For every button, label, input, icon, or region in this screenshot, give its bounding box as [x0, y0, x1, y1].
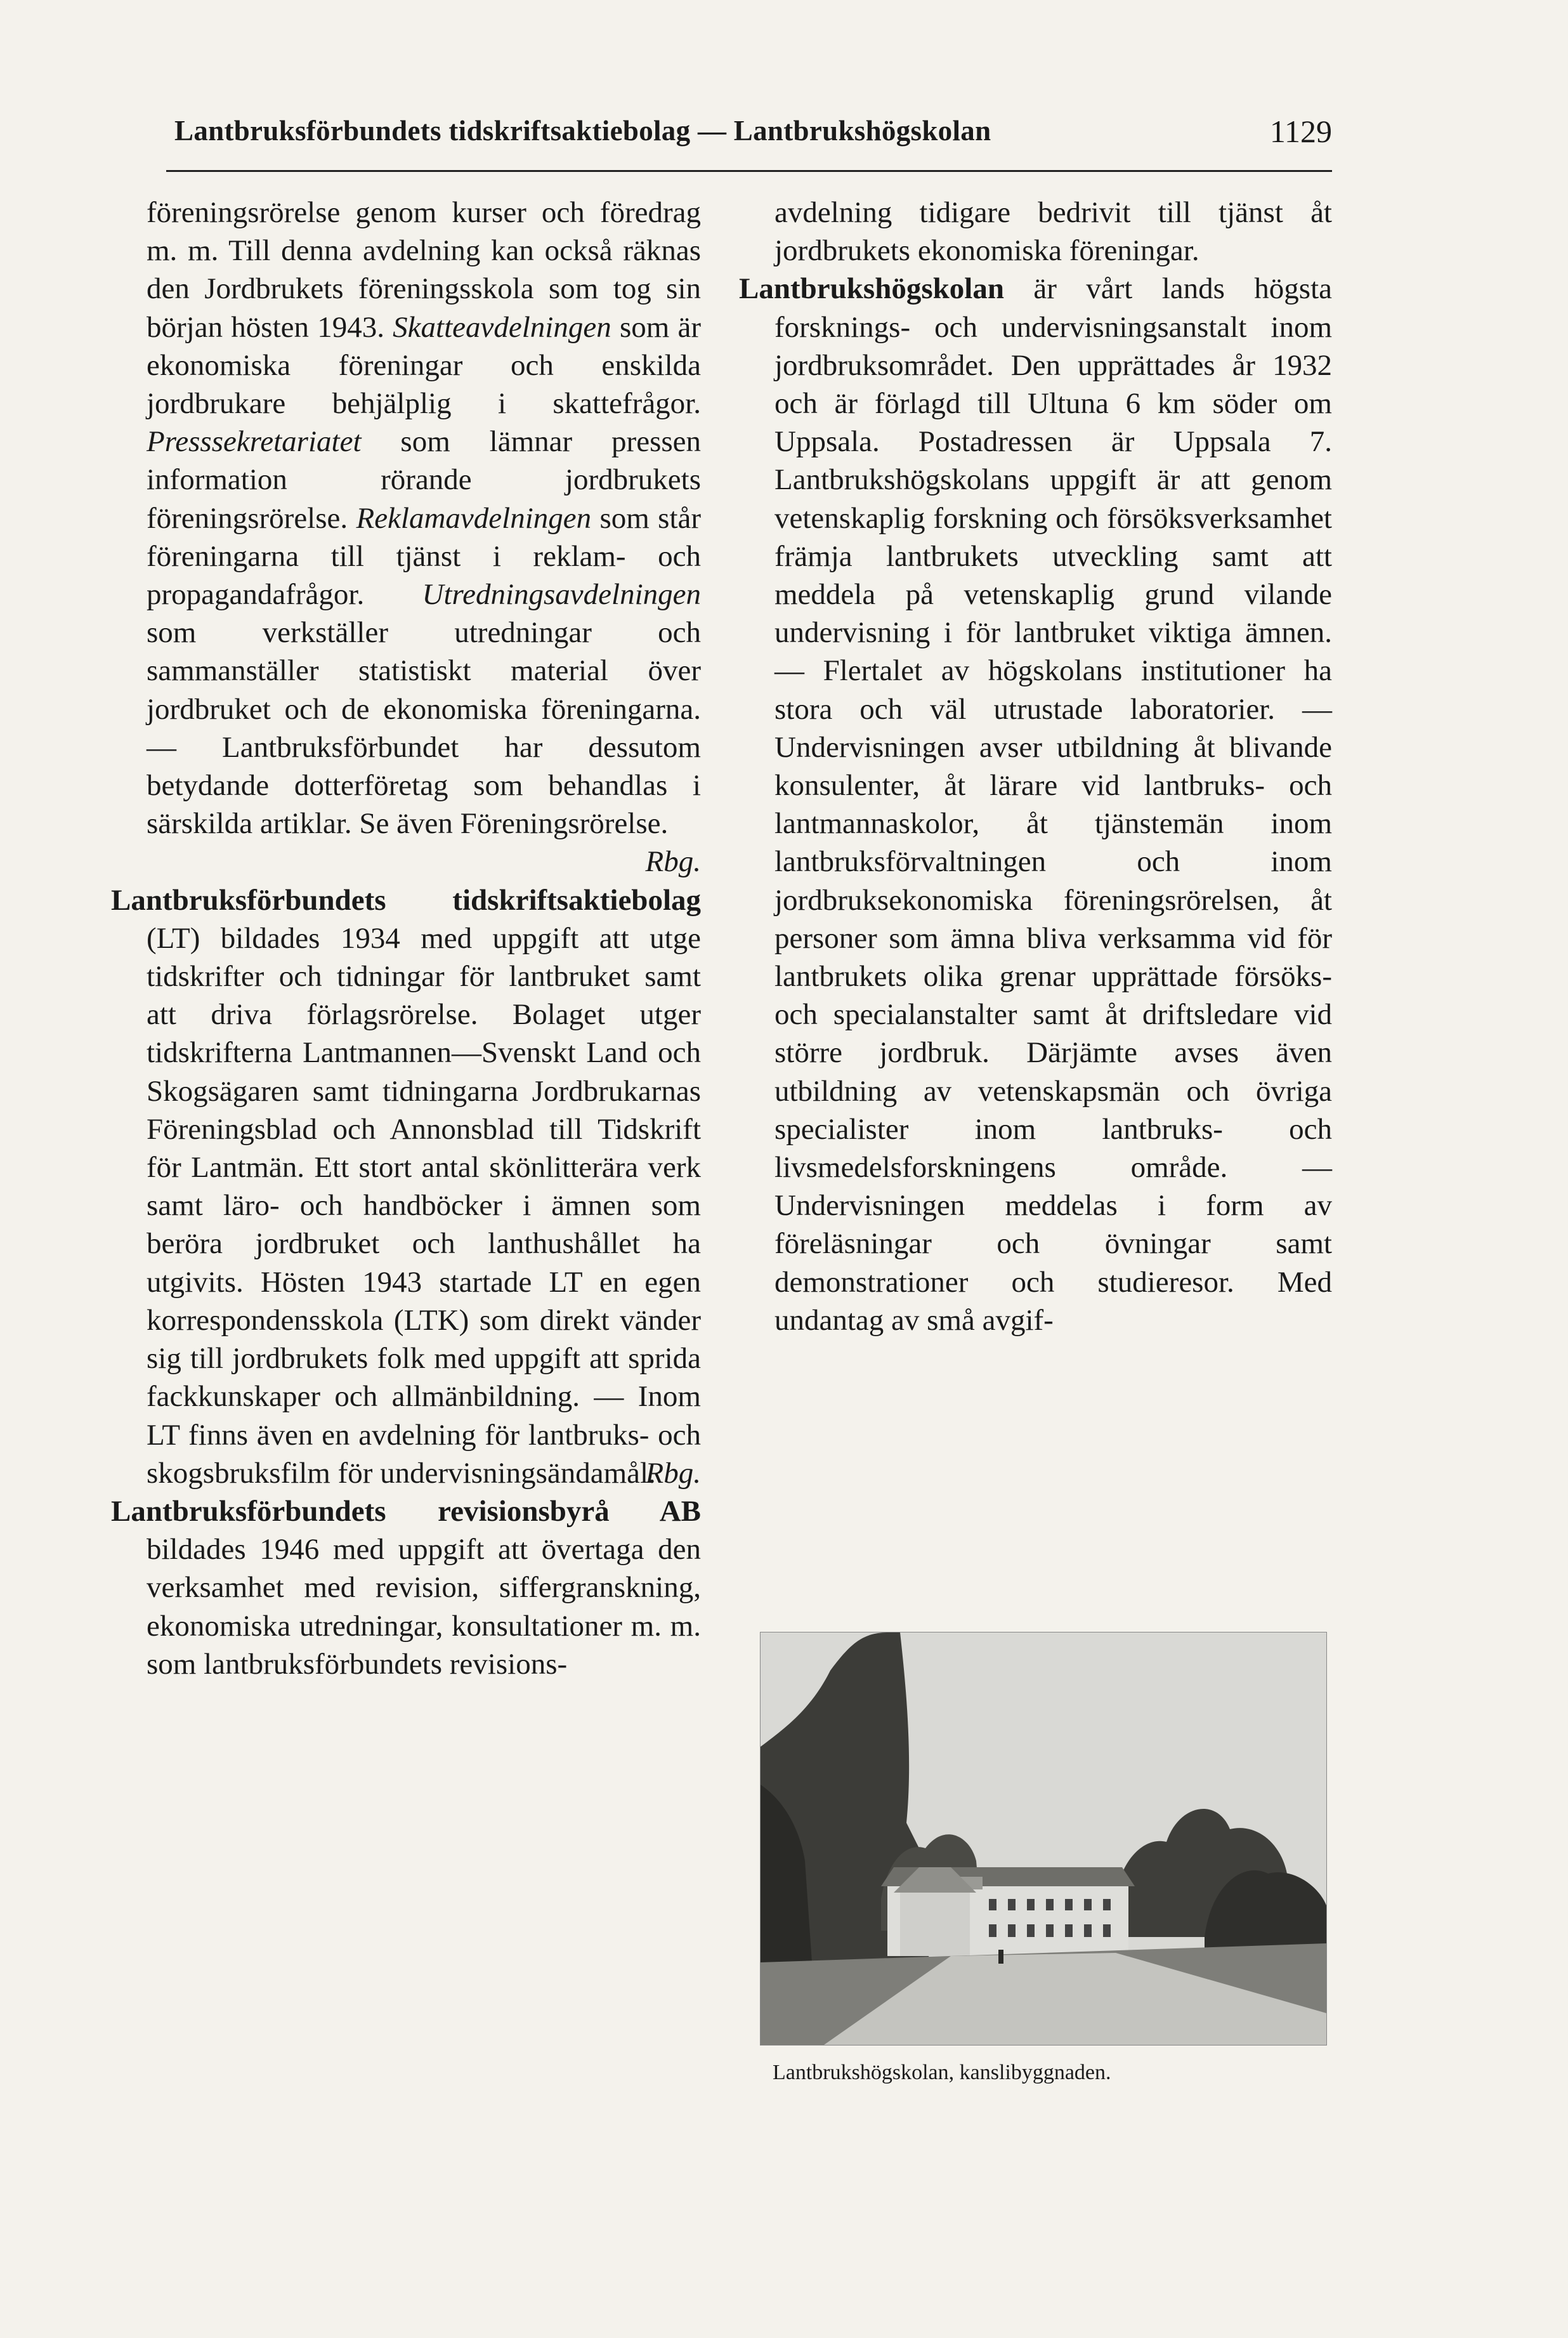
building-photo [760, 1632, 1327, 2046]
signature: Rbg. [645, 845, 701, 879]
entry-text: bildades 1946 med uppgift att övertaga den verksamhet med revision, siffergranskning, ekonomiska utredningar, konsultationer m. m. som lantbruksförbundets revisions- [147, 1533, 701, 1681]
entry-heading: Lantbruksförbundets revisionsbyrå AB [111, 1494, 701, 1528]
running-header [174, 107, 1332, 151]
press-label: Presssekretariatet [147, 425, 362, 459]
right-column [739, 194, 1332, 1339]
left-column [111, 194, 701, 1683]
utred-label: Utredningsavdelningen [422, 578, 701, 612]
entry-heading: Lantbruksförbundets tidskriftsaktiebolag [111, 883, 701, 917]
press-text: som lämnar pressen information rörande jordbrukets föreningsrörelse. [147, 425, 702, 535]
continued-entry: avdelning tidigare bedrivit till tjänst åt jordbrukets ekonomiska föreningar. [774, 196, 1332, 268]
entry-text: (LT) bildades 1934 med uppgift att utge tidskrifter och tidningar för lantbruket samt att driva förlagsrörelse. Bolaget utger tidskrifterna Lantmannen—Svenskt Land och Skogsägaren samt tidningarna Jordbrukarnas Föreningsblad och Annonsblad till Tidskrift för Lantmän. Ett stort antal skönlitterära verk samt läro- och handböcker i ämnen som beröra jordbruket och lanthushållet ha utgivits. Hösten 1943 startade LT en egen korrespondensskola (LTK) som direkt vänder sig till jordbrukets folk med uppgift att sprida fackkunskaper och allmänbildning. — Inom LT finns även en avdelning för lantbruks- och skogsbruksfilm för undervisningsändamål. [147, 921, 701, 1490]
skatt-label: Skatteavdelningen [393, 310, 611, 344]
utred-text: som verkställer utredningar och sammanställer statistiskt material över jordbruket och de ekonomiska föreningarna. — Lantbruksförbundet har dessutom betydande dotterföretag som behandlas i särskilda artiklar. Se även Föreningsrörelse. [147, 616, 701, 841]
entry-lantbrukshogskolan [739, 270, 1332, 1339]
entry-heading: Lantbrukshögskolan [739, 272, 1004, 306]
entry-text: är vårt lands högsta forsknings- och undervisningsanstalt inom jordbruksområdet. Den upprättades år 1932 och är förlagd till Ultuna 6 km söder om Uppsala. Postadressen är Uppsala 7. Lantbrukshögskolans uppgift är att genom vetenskaplig forskning och försöksverksamhet främja lantbrukets utveckling samt att meddela på vetenskaplig grund vilande undervisning i för lantbruket viktiga ämnen. — Flertalet av högskolans institutioner ha stora och väl utrustade laboratorier. — Undervisningen avser utbildning åt blivande konsulenter, åt lärare vid lantbruks- och lantmannaskolor, åt tjänstemän inom lantbruksförvaltningen och inom jordbruksekonomiska föreningsrörelsen, åt personer som ämna bliva verksamma vid för lantbrukets olika grenar upprättade försöks- och specialanstalter samt åt driftsledare vid större jordbruk. Därjämte avses även utbildning av vetenskapsmän och övriga specialister inom lantbruks- och livsmedelsforskningens område. — Undervisningen meddelas i form av föreläsningar och övningar samt demonstrationer och studieresor. Med undantag av små avgif- [774, 272, 1332, 1337]
entry-revisionsbyra [111, 1492, 701, 1683]
reklam-label: Reklamavdelningen [356, 501, 592, 535]
continued-entry [111, 194, 701, 881]
header-rule [166, 170, 1332, 172]
page-number: 1129 [1269, 114, 1332, 149]
entry-lt [111, 881, 701, 1492]
skatt-text: som är ekonomiska föreningar och enskilda jordbrukare behjälplig i skattefrågor. [147, 310, 702, 421]
signature: Rbg. [645, 1456, 701, 1490]
running-title: Lantbruksförbundets tidskriftsaktiebolag — Lantbrukshögskolan [174, 115, 991, 147]
photo-caption: Lantbrukshögskolan, kanslibyggnaden. [773, 2061, 1111, 2084]
intro-text: föreningsrörelse genom kurser och föredrag m. m. Till denna avdelning kan också räknas den Jordbrukets föreningsskola som tog sin början hösten 1943. [147, 196, 701, 344]
reklam-text: som står föreningarna till tjänst i reklam- och propagandafrågor. [147, 501, 702, 612]
